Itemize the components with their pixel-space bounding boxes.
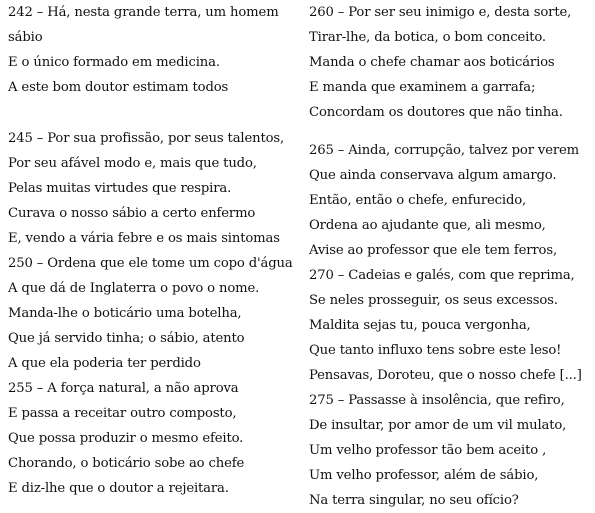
- verse-line: De insultar, por amor de um vil mulato,: [309, 418, 567, 433]
- verse-line: E diz-lhe que o doutor a rejeitara.: [8, 481, 229, 496]
- verse-line: Maldita sejas tu, pouca vergonha,: [309, 318, 531, 333]
- stanza: [8, 0, 305, 100]
- stanza: [309, 138, 593, 513]
- stanza-gap: [309, 125, 593, 138]
- verse-line: E, vendo a vária febre e os mais sintomas: [8, 231, 280, 246]
- verse-line: Se neles prosseguir, os seus excessos.: [309, 293, 558, 308]
- verse-line: Então, então o chefe, enfurecido,: [309, 193, 527, 208]
- stanza-gap: [8, 100, 305, 113]
- verse-line: sábio: [8, 30, 43, 45]
- stanza: [309, 0, 593, 125]
- verse-line: 275 – Passasse à insolência, que refiro,: [309, 393, 565, 408]
- verse-line: Avise ao professor que ele tem ferros,: [309, 243, 557, 258]
- verse-line: E passa a receitar outro composto,: [8, 406, 237, 421]
- left-column: [8, 0, 305, 501]
- stanza-gap: [8, 113, 305, 126]
- verse-line: 250 – Ordena que ele tome um copo d'água: [8, 256, 293, 271]
- verse-line: Que ainda conservava algum amargo.: [309, 168, 557, 183]
- verse-line: Que tanto influxo tens sobre este leso!: [309, 343, 562, 358]
- verse-line: Que já servido tinha; o sábio, atento: [8, 331, 245, 346]
- verse-line: Por seu afável modo e, mais que tudo,: [8, 156, 257, 171]
- verse-line: Manda o chefe chamar aos boticários: [309, 55, 555, 70]
- verse-line: 245 – Por sua profissão, por seus talentos,: [8, 131, 285, 146]
- verse-line: Que possa produzir o mesmo efeito.: [8, 431, 244, 446]
- verse-line: Um velho professor, além de sábio,: [309, 468, 539, 483]
- verse-line: Pelas muitas virtudes que respira.: [8, 181, 232, 196]
- verse-line: 265 – Ainda, corrupção, talvez por verem: [309, 143, 580, 158]
- verse-line: 242 – Há, nesta grande terra, um homem: [8, 5, 279, 20]
- verse-line: A que dá de Inglaterra o povo o nome.: [8, 281, 260, 296]
- verse-line: Tirar-lhe, da botica, o bom conceito.: [309, 30, 546, 45]
- verse-line: 255 – A força natural, a não aprova: [8, 381, 239, 396]
- verse-line: Concordam os doutores que não tinha.: [309, 105, 563, 120]
- right-column: [309, 0, 593, 513]
- verse-line: E manda que examinem a garrafa;: [309, 80, 536, 95]
- verse-line: A que ela poderia ter perdido: [8, 356, 201, 371]
- verse-line: Chorando, o boticário sobe ao chefe: [8, 456, 245, 471]
- verse-line: E o único formado em medicina.: [8, 55, 220, 70]
- verse-line: Pensavas, Doroteu, que o nosso chefe [...]: [309, 368, 582, 383]
- verse-line: A este bom doutor estimam todos: [8, 80, 229, 95]
- verse-line: 260 – Por ser seu inimigo e, desta sorte,: [309, 5, 572, 20]
- verse-line: Curava o nosso sábio a certo enfermo: [8, 206, 256, 221]
- verse-line: Um velho professor tão bem aceito ,: [309, 443, 547, 458]
- stanza: [8, 126, 305, 501]
- verse-line: 270 – Cadeias e galés, com que reprima,: [309, 268, 575, 283]
- verse-line: Manda-lhe o boticário uma botelha,: [8, 306, 242, 321]
- verse-line: Na terra singular, no seu ofício?: [309, 493, 519, 508]
- verse-line: Ordena ao ajudante que, ali mesmo,: [309, 218, 546, 233]
